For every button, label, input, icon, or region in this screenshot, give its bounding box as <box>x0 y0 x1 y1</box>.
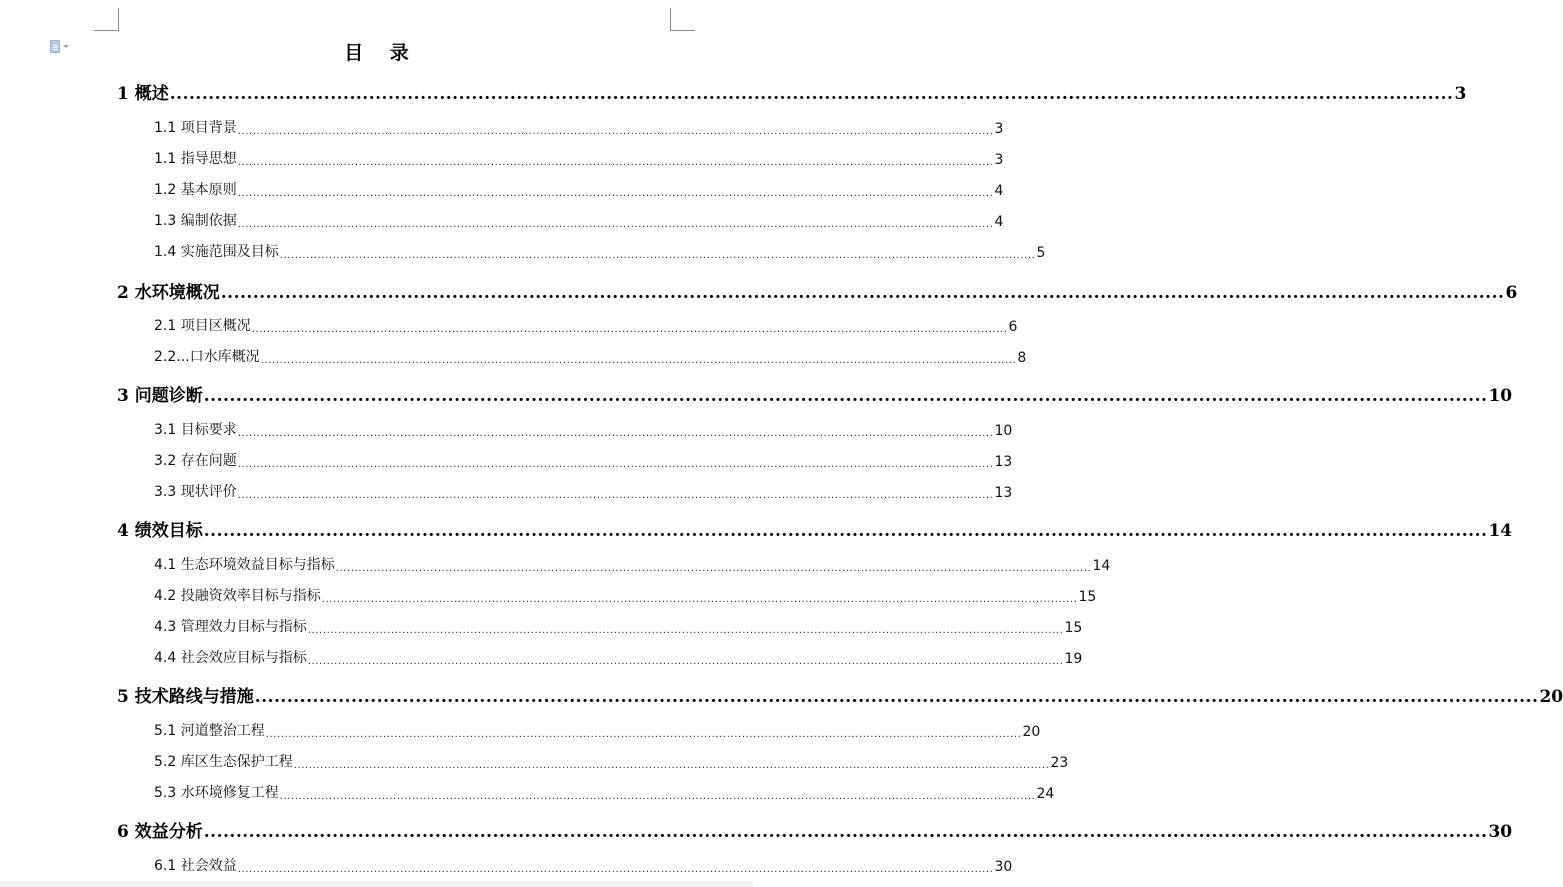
toc-entry[interactable] <box>117 82 1467 104</box>
toc-entry-label: 4.1 生态环境效益目标与指标 <box>154 557 335 573</box>
toc-entry-label: 1 概述 <box>117 84 169 104</box>
toc-entry-label: 3.2 存在问题 <box>154 453 237 469</box>
toc-entry-page: 3 <box>994 121 1004 137</box>
toc-entry[interactable] <box>154 784 1055 802</box>
toc-entry-page: 6 <box>1505 283 1518 303</box>
toc-entry[interactable] <box>154 483 1013 501</box>
toc-entry[interactable] <box>154 181 1004 199</box>
page-bottom-edge <box>0 881 753 887</box>
toc-entry-label: 1.1 项目背景 <box>154 120 237 136</box>
toc-entry-label: 5.1 河道整治工程 <box>154 723 265 739</box>
toc-entry-page: 5 <box>1036 245 1046 261</box>
toc-entry-label: 5 技术路线与措施 <box>117 687 254 707</box>
toc-entry[interactable] <box>117 820 1513 842</box>
page-corner-mark-left <box>94 8 119 31</box>
toc-leader: ........................................................................................................................................................................................................ <box>203 386 1488 406</box>
toc-entry-label: 4.2 投融资效率目标与指标 <box>154 588 321 604</box>
toc-entry-page: 13 <box>994 454 1013 470</box>
toc-leader: ........................................................................................................................................................................................................ <box>237 157 994 168</box>
toc-leader: ........................................................................................................................................................................................................ <box>279 250 1036 261</box>
toc-entry[interactable] <box>154 753 1069 771</box>
toc-leader: ........................................................................................................................................................................................................ <box>251 324 1008 335</box>
toc-leader: ........................................................................................................................................................................................................ <box>335 563 1092 574</box>
toc-leader: ........................................................................................................................................................................................................ <box>237 864 994 875</box>
toc-entry-label: 3.1 目标要求 <box>154 422 237 438</box>
toc-leader: ........................................................................................................................................................................................................ <box>203 521 1488 541</box>
toc-entry-page: 14 <box>1092 558 1111 574</box>
toc-entry-label: 2.2...口水库概况 <box>154 349 260 365</box>
toc-leader: ........................................................................................................................................................................................................ <box>279 791 1036 802</box>
toc-entry-label: 4.4 社会效应目标与指标 <box>154 650 307 666</box>
toc-entry-page: 14 <box>1488 521 1513 541</box>
toc-entry-label: 4 绩效目标 <box>117 521 203 541</box>
toc-entry[interactable] <box>154 421 1013 439</box>
page-corner-mark-right <box>670 8 695 31</box>
toc-entry-label: 6 效益分析 <box>117 822 203 842</box>
toc-leader: ........................................................................................................................................................................................................ <box>237 428 994 439</box>
toc-leader: ........................................................................................................................................................................................................ <box>203 822 1488 842</box>
toc-entry[interactable] <box>154 587 1097 605</box>
toc-entry-page: 20 <box>1539 687 1563 707</box>
toc-entry-page: 30 <box>994 859 1013 875</box>
toc-entry-page: 23 <box>1050 755 1069 771</box>
toc-entry-label: 2.1 项目区概况 <box>154 318 251 334</box>
toc-entry-label: 6.1 社会效益 <box>154 858 237 874</box>
toc-entry-label: 4.3 管理效力目标与指标 <box>154 619 307 635</box>
toc-entry-page: 4 <box>994 214 1004 230</box>
toc-entry-label: 5.2 库区生态保护工程 <box>154 754 293 770</box>
toc-entry-page: 6 <box>1008 319 1018 335</box>
toc-entry-label: 3.3 现状评价 <box>154 484 237 500</box>
toc-title: 目 录 <box>344 42 419 64</box>
toc-entry[interactable] <box>117 519 1513 541</box>
toc-leader: ........................................................................................................................................................................................................ <box>237 459 994 470</box>
toc-entry-page: 30 <box>1488 822 1513 842</box>
toc-entry[interactable] <box>117 384 1513 406</box>
toc-entry[interactable] <box>154 150 1004 168</box>
toc-leader: ........................................................................................................................................................................................................ <box>307 625 1064 636</box>
toc-entry[interactable] <box>154 649 1083 667</box>
toc-entry-label: 1.4 实施范围及目标 <box>154 244 279 260</box>
toc-entry[interactable] <box>154 212 1004 230</box>
toc-leader: ........................................................................................................................................................................................................ <box>169 84 1454 104</box>
toc-entry-page: 20 <box>1022 724 1041 740</box>
toc-leader: ........................................................................................................................................................................................................ <box>237 188 994 199</box>
toc-leader: ........................................................................................................................................................................................................ <box>265 729 1022 740</box>
toc-leader: ........................................................................................................................................................................................................ <box>237 219 994 230</box>
toc-entry[interactable] <box>154 857 1013 875</box>
toc-entry[interactable] <box>154 317 1018 335</box>
toc-entry-page: 15 <box>1078 589 1097 605</box>
toc-leader: ........................................................................................................................................................................................................ <box>237 126 994 137</box>
toc-entry-label: 1.1 指导思想 <box>154 151 237 167</box>
toc-leader: ........................................................................................................................................................................................................ <box>237 490 994 501</box>
toc-leader: ........................................................................................................................................................................................................ <box>307 656 1064 667</box>
toc-entry-label: 3 问题诊断 <box>117 386 203 406</box>
toc-entry-label: 1.2 基本原则 <box>154 182 237 198</box>
toc-entry-page: 10 <box>994 423 1013 439</box>
toc-entry-page: 10 <box>1488 386 1513 406</box>
toc-entry-page: 24 <box>1036 786 1055 802</box>
toc-entry-page: 19 <box>1064 651 1083 667</box>
toc-entry[interactable] <box>154 556 1111 574</box>
toc-entry-label: 2 水环境概况 <box>117 283 220 303</box>
toc-entry-page: 4 <box>994 183 1004 199</box>
toc-entry[interactable] <box>154 348 1027 366</box>
toc-entry-page: 8 <box>1017 350 1027 366</box>
toc-entry-label: 5.3 水环境修复工程 <box>154 785 279 801</box>
toc-entry-page: 3 <box>994 152 1004 168</box>
toc-entry[interactable] <box>154 722 1041 740</box>
toc-entry-page: 13 <box>994 485 1013 501</box>
toc-entry-label: 1.3 编制依据 <box>154 213 237 229</box>
toc-leader: ........................................................................................................................................................................................................ <box>254 687 1539 707</box>
toc-entry[interactable] <box>117 281 1518 303</box>
toc-entry[interactable] <box>154 618 1083 636</box>
toc-leader: ........................................................................................................................................................................................................ <box>321 594 1078 605</box>
toc-entry-page: 3 <box>1454 84 1467 104</box>
toc-leader: ........................................................................................................................................................................................................ <box>293 760 1050 771</box>
toc-leader: ........................................................................................................................................................................................................ <box>220 283 1505 303</box>
toc-leader: ........................................................................................................................................................................................................ <box>260 355 1017 366</box>
toc-entry[interactable] <box>154 452 1013 470</box>
toc-entry-page: 15 <box>1064 620 1083 636</box>
toc-entry[interactable] <box>117 685 1563 707</box>
toc-entry[interactable] <box>154 243 1046 261</box>
toc-entry[interactable] <box>154 119 1004 137</box>
